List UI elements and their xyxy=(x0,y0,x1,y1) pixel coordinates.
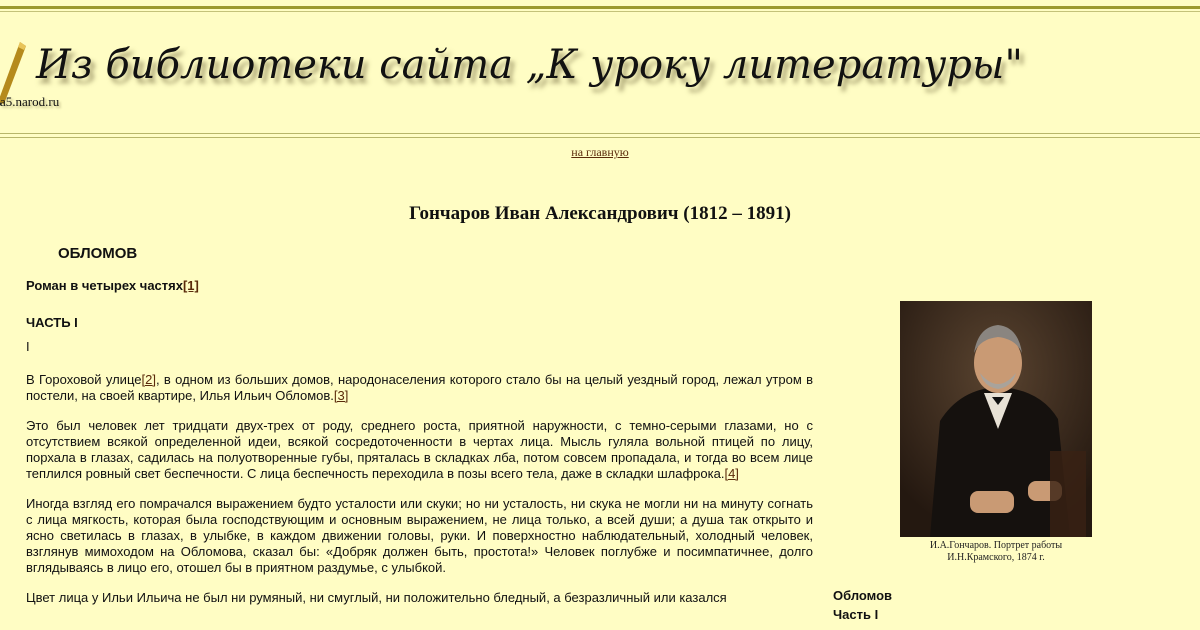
novel-subtitle xyxy=(26,278,199,293)
paragraph xyxy=(26,590,813,606)
novel-text xyxy=(26,372,813,620)
top-border-thin xyxy=(0,11,1200,12)
home-nav xyxy=(0,145,1200,160)
sidebar-title: Обломов xyxy=(833,588,893,603)
caption-line: И.А.Гончаров. Портрет работы xyxy=(929,540,1063,551)
chapter-number: I xyxy=(26,339,30,354)
portrait-image xyxy=(900,301,1092,537)
footnote-link-1[interactable]: [1] xyxy=(182,278,199,293)
portrait-caption xyxy=(900,540,1092,564)
paragraph xyxy=(26,372,813,404)
paragraph-text: В Гороховой улице xyxy=(26,372,142,387)
paragraph-text: , в одном из больших домов, народонаселения которого стало бы на целый уездный город, лежал утром в постели, на своей квартире, Илья Ильич Обломов. xyxy=(26,372,813,403)
banner-site-url: a5.narod.ru xyxy=(0,94,60,109)
caption-line: И.Н.Крамского, 1874 г. xyxy=(947,552,1045,563)
paragraph-text: Иногда взгляд его помрачался выражением будто усталости или скуки; но ни усталость, ни скука не могли ни на минуту согнать с лица мягкость, которая была господствующим и основным выражением, не лица только, а всей души; а душа так открыто и ясно светилась в глазах, в улыбке, в каждом движении головы, руки. И поверхностно наблюдательный, холодный человек, взглянув мимоходом на Обломова, сказал бы: «Добряк должен быть, простота!» Человек поглубже и посимпатичнее, долго вглядываясь в лицо его, отошел бы в приятном раздумье, с улыбкой. xyxy=(26,496,813,575)
paragraph xyxy=(26,496,813,576)
site-banner xyxy=(0,14,1200,132)
paragraph xyxy=(26,418,813,482)
novel-title: ОБЛОМОВ xyxy=(58,245,138,262)
author-heading: Гончаров Иван Александрович (1812 – 1891) xyxy=(409,203,791,224)
part-title: ЧАСТЬ I xyxy=(26,315,78,330)
top-border xyxy=(0,6,1200,9)
paragraph-text: Это был человек лет тридцати двух-трех от роду, среднего роста, приятной наружности, с темно-серыми глазами, но с отсутствием всякой определенной идеи, всякой сосредоточенности в чертах лица. Мысль гуляла вольной птицей по лицу, порхала в глазах, садилась на полуотворенные губы, пряталась в складках лба, потом совсем пропадала, и тогда во всем лице теплился ровный свет беспечности. С лица беспечность переходила в позы всего тела, даже в складки шлафрока. xyxy=(26,418,813,481)
banner-title: Из библиотеки сайта „К уроку литературы" xyxy=(36,42,1023,88)
subtitle-text: Роман в четырех частях xyxy=(26,278,183,293)
banner-divider-top xyxy=(0,133,1200,134)
footnote-link-3[interactable]: [3] xyxy=(333,388,349,403)
footnote-link-4[interactable]: [4] xyxy=(724,466,739,481)
footnote-link-2[interactable]: [2] xyxy=(141,372,156,387)
paragraph-text: Цвет лица у Ильи Ильича не был ни румяный, ни смуглый, ни положительно бледный, а безразличный или казался xyxy=(26,590,727,605)
sidebar-part: Часть I xyxy=(833,607,879,622)
banner-divider-bottom xyxy=(0,137,1200,138)
home-link[interactable]: на главную xyxy=(571,145,629,159)
